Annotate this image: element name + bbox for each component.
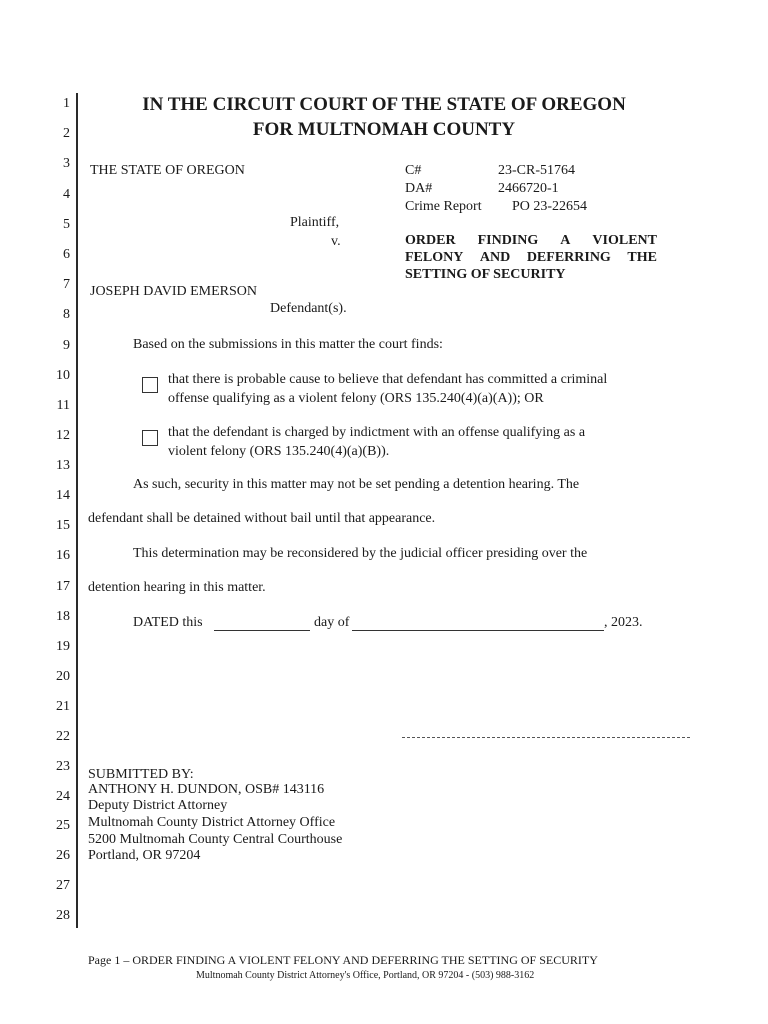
plaintiff-name: THE STATE OF OREGON — [90, 163, 245, 178]
line-number: 21 — [56, 699, 70, 714]
order-title-word: FELONY — [405, 250, 464, 265]
indictment-checkbox[interactable] — [142, 430, 158, 446]
option2-line1: that the defendant is charged by indictment with an offense qualifying as a — [168, 425, 586, 440]
line-number: 16 — [56, 548, 70, 563]
versus-label: v. — [331, 234, 341, 249]
order-title-word: A — [560, 233, 571, 248]
line-number: 22 — [56, 729, 70, 744]
findings-intro: Based on the submissions in this matter the court finds: — [133, 337, 443, 352]
footer-page-title: Page 1 – ORDER FINDING A VIOLENT FELONY AND DEFERRING THE SETTING OF SECURITY — [88, 953, 598, 967]
submitted-by-heading: SUBMITTED BY: — [88, 767, 194, 782]
probable-cause-checkbox[interactable] — [142, 377, 158, 393]
footer-office-contact: Multnomah County District Attorney's Office, Portland, OR 97204 - (503) 988-3162 — [196, 970, 535, 981]
crime-report-label: Crime Report — [405, 199, 482, 214]
court-title-line-2: FOR MULTNOMAH COUNTY — [252, 119, 516, 140]
order-title-word: VIOLENT — [592, 233, 657, 248]
court-title-line-1: IN THE CIRCUIT COURT OF THE STATE OF OREGON — [142, 94, 626, 115]
order-title-word: THE — [627, 250, 657, 265]
year-label: , 2023. — [604, 615, 643, 630]
line-number: 8 — [63, 307, 70, 322]
line-number: 27 — [56, 878, 70, 893]
order-title-word: AND — [479, 250, 511, 265]
line-number: 10 — [56, 368, 70, 383]
paragraph2-line2: detention hearing in this matter. — [88, 580, 266, 595]
line-number: 11 — [56, 398, 70, 413]
attorney-office: Multnomah County District Attorney Office — [88, 815, 336, 830]
line-number: 7 — [63, 277, 70, 292]
attorney-address-1: 5200 Multnomah County Central Courthouse — [88, 832, 343, 847]
line-number: 1 — [63, 96, 70, 111]
line-number: 4 — [63, 187, 70, 202]
order-title-line-1 — [405, 233, 657, 249]
dated-label: DATED this — [133, 615, 203, 630]
day-of-label: day of — [314, 615, 350, 630]
day-blank[interactable] — [214, 630, 310, 631]
option2-line2: violent felony (ORS 135.240(4)(a)(B)). — [168, 444, 390, 459]
order-title-line-2 — [405, 250, 657, 266]
line-number: 17 — [56, 579, 70, 594]
line-number: 24 — [56, 789, 70, 804]
order-title-word: FINDING — [477, 233, 539, 248]
order-title-word: ORDER — [405, 233, 456, 248]
line-number: 18 — [56, 609, 70, 624]
da-number-label: DA# — [405, 181, 433, 196]
line-number: 14 — [56, 488, 70, 503]
judge-signature-line[interactable] — [402, 737, 690, 738]
order-title-line-3: SETTING OF SECURITY — [405, 267, 566, 282]
defendant-name: JOSEPH DAVID EMERSON — [90, 284, 257, 299]
paragraph1-line1: As such, security in this matter may not be set pending a detention hearing. The — [133, 477, 580, 492]
line-number: 2 — [63, 126, 70, 141]
attorney-title: Deputy District Attorney — [88, 798, 228, 813]
left-margin-rule — [76, 93, 78, 928]
attorney-address-2: Portland, OR 97204 — [88, 848, 201, 863]
attorney-name: ANTHONY H. DUNDON, OSB# 143116 — [88, 782, 325, 797]
paragraph2-line1: This determination may be reconsidered by the judicial officer presiding over the — [133, 546, 588, 561]
line-number: 12 — [56, 428, 70, 443]
case-number: 23-CR-51764 — [498, 163, 575, 178]
order-title-word: DEFERRING — [526, 250, 611, 265]
paragraph1-line2: defendant shall be detained without bail until that appearance. — [88, 511, 436, 526]
line-number: 25 — [56, 818, 70, 833]
month-blank[interactable] — [352, 630, 604, 631]
line-number: 6 — [63, 247, 70, 262]
option1-line1: that there is probable cause to believe that defendant has committed a criminal — [168, 372, 608, 387]
line-number: 26 — [56, 848, 70, 863]
defendant-label: Defendant(s). — [270, 301, 347, 316]
line-number: 20 — [56, 669, 70, 684]
line-number: 5 — [63, 217, 70, 232]
line-number: 3 — [63, 156, 70, 171]
line-number: 19 — [56, 639, 70, 654]
line-number: 23 — [56, 759, 70, 774]
line-number: 13 — [56, 458, 70, 473]
option1-line2: offense qualifying as a violent felony (ORS 135.240(4)(a)(A)); OR — [168, 391, 544, 406]
da-number: 2466720-1 — [498, 181, 559, 196]
line-number: 9 — [63, 338, 70, 353]
line-number: 28 — [56, 908, 70, 923]
case-number-label: C# — [405, 163, 422, 178]
crime-report-number: PO 23-22654 — [512, 199, 588, 214]
plaintiff-label: Plaintiff, — [290, 215, 340, 230]
line-number: 15 — [56, 518, 70, 533]
